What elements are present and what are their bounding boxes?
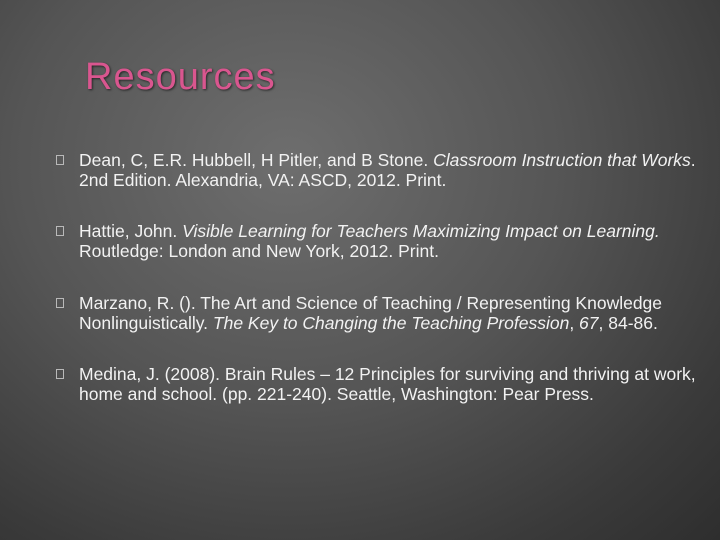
reference-author: Marzano, R. (). The Art and Science of Teaching / Representing Knowledge Nonlinguistically. <box>79 293 663 333</box>
reference-item <box>56 364 696 404</box>
reference-item <box>56 293 696 333</box>
reference-publication: Routledge: London and New York, 2012. Print. <box>79 241 439 261</box>
bullet-square-icon <box>56 226 64 236</box>
reference-volume: 67 <box>579 313 599 333</box>
bullet-square-icon <box>56 298 64 308</box>
reference-book-title: Visible Learning for Teachers Maximizing Impact on Learning. <box>182 221 660 241</box>
reference-author: Hattie, John. <box>79 221 183 241</box>
bullet-square-icon <box>56 369 64 379</box>
slide-title: Resources <box>85 56 276 98</box>
reference-separator: , <box>569 313 580 333</box>
reference-author: Dean, C, E.R. Hubbell, H Pitler, and B Stone. <box>79 150 434 170</box>
reference-pages: , 84-86. <box>598 313 658 333</box>
reference-publication: . 2nd Edition. Alexandria, VA: ASCD, 2012. Print. <box>79 150 696 190</box>
reference-item <box>56 150 696 190</box>
reference-journal-title: The Key to Changing the Teaching Profession <box>212 313 570 333</box>
reference-list <box>56 150 696 433</box>
bullet-square-icon <box>56 155 64 165</box>
reference-text: Medina, J. (2008). Brain Rules – 12 Principles for surviving and thriving at work, home and school. (pp. 221-240). Seattle, Washington: Pear Press. <box>79 364 696 404</box>
reference-book-title: Classroom Instruction that Works <box>433 150 691 170</box>
reference-item <box>56 221 696 261</box>
